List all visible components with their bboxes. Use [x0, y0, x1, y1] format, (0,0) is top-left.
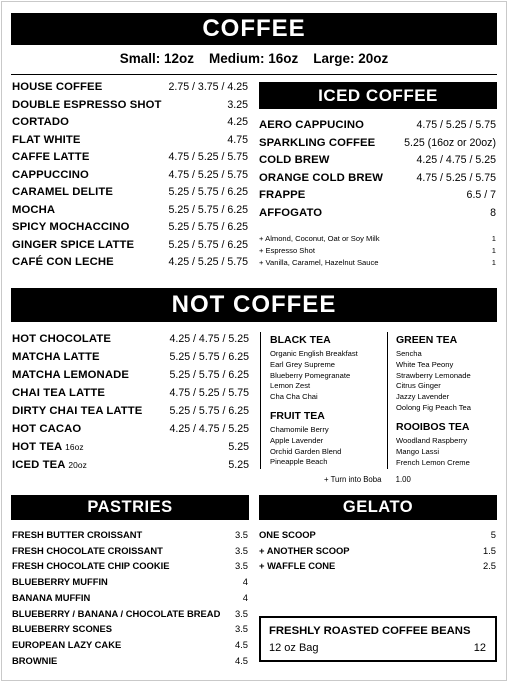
coffee-item-name: MOCHA — [12, 203, 56, 216]
tea-divider-left — [260, 332, 261, 469]
not-coffee-item — [12, 387, 249, 399]
not-coffee-item-price: 5.25 — [228, 441, 249, 453]
gelato-name: + ANOTHER SCOOP — [259, 544, 350, 556]
coffee-item-price: 2.75 / 3.75 / 4.25 — [168, 81, 248, 93]
iced-coffee-item-name: AERO CAPPUCINO — [259, 119, 364, 131]
tea-name: Organic English Breakfast — [270, 349, 358, 358]
iced-coffee-item-price: 5.25 (16oz or 20oz) — [404, 136, 496, 149]
coffee-item — [12, 116, 248, 128]
not-coffee-item-name: HOT CHOCOLATE — [12, 333, 111, 345]
iced-coffee-item — [259, 189, 496, 201]
not-coffee-item — [12, 333, 249, 345]
iced-addon-row — [259, 234, 496, 243]
tea-name: Mango Lassi — [396, 446, 440, 456]
coffee-item — [12, 221, 248, 233]
iced-coffee-item-price: 4.75 / 5.25 / 5.75 — [416, 171, 496, 184]
gelato-item — [259, 545, 496, 556]
not-coffee-item-price: 5.25 / 5.75 / 6.25 — [169, 405, 249, 417]
tea-name: Blueberry Pomegranate — [270, 370, 351, 380]
coffee-divider — [11, 74, 497, 75]
coffee-item-price: 3.25 — [227, 98, 248, 111]
tea-name: Pineapple Beach — [270, 457, 328, 467]
iced-coffee-item-name: ORANGE COLD BREW — [259, 171, 383, 184]
not-coffee-title-bar — [11, 288, 497, 322]
iced-coffee-item — [259, 172, 496, 184]
coffee-beans-title: FRESHLY ROASTED COFFEE BEANS — [269, 625, 471, 637]
not-coffee-item-name: HOT CACAO — [12, 423, 82, 435]
tea-name: Jazzy Lavender — [396, 392, 450, 402]
iced-coffee-item-name: COLD BREW — [259, 154, 330, 166]
coffee-item-price: 5.25 / 5.75 / 6.25 — [168, 238, 248, 251]
gelato-name: ONE SCOOP — [259, 529, 316, 540]
coffee-beans-size: 12 oz Bag — [269, 642, 319, 654]
coffee-item — [12, 81, 248, 93]
iced-coffee-item-price: 8 — [490, 206, 496, 219]
coffee-item-name: FLAT WHITE — [12, 133, 81, 146]
coffee-beans-row — [269, 642, 486, 654]
not-coffee-item-name: HOT TEA — [12, 441, 62, 453]
coffee-item-name: CORTADO — [12, 116, 69, 128]
iced-addon-row — [259, 258, 496, 267]
pastry-name: BROWNIE — [12, 654, 58, 666]
pastry-item — [12, 529, 248, 540]
pastry-item — [12, 560, 248, 571]
coffee-item — [12, 151, 248, 163]
coffee-item — [12, 99, 248, 111]
coffee-title-bar — [11, 13, 497, 45]
boba-label: + Turn into Boba — [324, 475, 382, 484]
coffee-item — [12, 204, 248, 216]
coffee-item — [12, 239, 248, 251]
green-tea-heading: GREEN TEA — [396, 334, 458, 346]
not-coffee-item-name: CHAI TEA LATTE — [12, 387, 106, 399]
not-coffee-item-price: 5.25 — [228, 459, 249, 471]
not-coffee-item-name: MATCHA LATTE — [12, 351, 100, 363]
tea-name: Apple Lavender — [270, 435, 324, 445]
black-tea-list — [270, 349, 358, 403]
iced-coffee-item — [259, 137, 496, 149]
pastry-item — [12, 592, 248, 603]
tea-name: Sencha — [396, 349, 422, 358]
coffee-item-name: CAFÉ CON LECHE — [12, 256, 114, 268]
rooibos-tea-list — [396, 436, 470, 468]
black-tea-heading: BLACK TEA — [270, 334, 331, 346]
coffee-item-price: 4.75 / 5.25 / 5.75 — [168, 168, 248, 181]
coffee-item — [12, 169, 248, 181]
fruit-tea-list — [270, 425, 341, 468]
tea-name: Woodland Raspberry — [396, 436, 468, 445]
coffee-item — [12, 186, 248, 198]
not-coffee-item — [12, 459, 249, 471]
gelato-price: 2.5 — [482, 560, 496, 572]
pastry-name: BLUEBERRY / BANANA / CHOCOLATE BREAD — [12, 607, 221, 619]
coffee-item-name: CARAMEL DELITE — [12, 186, 113, 198]
iced-coffee-item-price: 4.25 / 4.75 / 5.25 — [416, 154, 496, 166]
tea-name: Cha Cha Chai — [270, 392, 318, 402]
pastry-price: 3.5 — [234, 529, 248, 540]
pastry-name: FRESH CHOCOLATE CROISSANT — [12, 544, 163, 556]
coffee-item — [12, 256, 248, 268]
iced-coffee-item — [259, 207, 496, 219]
coffee-item-price: 5.25 / 5.75 / 6.25 — [168, 203, 248, 216]
iced-addon-price: 1 — [491, 258, 496, 267]
coffee-item-name: CAFFE LATTE — [12, 151, 90, 163]
gelato-item — [259, 560, 496, 571]
green-tea-list — [396, 349, 471, 414]
tea-name: Orchid Garden Blend — [270, 446, 342, 456]
iced-coffee-item-price: 4.75 / 5.25 / 5.75 — [416, 119, 496, 131]
coffee-beans-box — [259, 616, 497, 662]
tea-divider-middle — [387, 332, 388, 469]
not-coffee-item — [12, 405, 249, 417]
tea-name: Oolong Fig Peach Tea — [396, 402, 472, 412]
pastry-name: FRESH BUTTER CROISSANT — [12, 529, 143, 540]
not-coffee-item-name-wrap — [12, 459, 87, 471]
iced-coffee-item-price: 6.5 / 7 — [466, 189, 496, 201]
pastry-price: 4 — [242, 591, 248, 603]
iced-coffee-title-bar — [259, 82, 497, 109]
not-coffee-item-name: MATCHA LEMONADE — [12, 369, 129, 381]
coffee-item-name: SPICY MOCHACCINO — [12, 221, 130, 233]
not-coffee-item-name: ICED TEA — [12, 459, 66, 471]
pastry-item — [12, 608, 248, 619]
pastry-price: 3.5 — [234, 544, 248, 556]
pastry-item — [12, 545, 248, 556]
not-coffee-item-price: 4.25 / 4.75 / 5.25 — [169, 423, 249, 435]
pastry-name: BANANA MUFFIN — [12, 591, 91, 603]
not-coffee-item — [12, 351, 249, 363]
coffee-item-price: 5.25 / 5.75 / 6.25 — [168, 186, 248, 198]
iced-addon-name: + Espresso Shot — [259, 246, 315, 255]
pastry-price: 4.5 — [234, 654, 248, 666]
boba-addon — [324, 475, 411, 484]
tea-name: Strawberry Lemonade — [396, 370, 471, 380]
pastry-price: 3.5 — [234, 607, 248, 619]
tea-name: Citrus Ginger — [396, 381, 441, 391]
sizes-line: Small: 12oz Medium: 16oz Large: 20oz — [119, 51, 389, 66]
iced-coffee-item — [259, 154, 496, 166]
not-coffee-item-price: 5.25 / 5.75 / 6.25 — [169, 351, 249, 363]
boba-price: 1.00 — [395, 475, 411, 484]
coffee-item-name: DOUBLE ESPRESSO SHOT — [12, 98, 162, 111]
pastry-price: 3.5 — [234, 623, 248, 635]
iced-addon-row — [259, 246, 496, 255]
iced-coffee-item — [259, 119, 496, 131]
pastry-item — [12, 655, 248, 666]
iced-coffee-item-name: AFFOGATO — [259, 206, 323, 219]
coffee-item-name: CAPPUCCINO — [12, 168, 89, 181]
iced-addon-price: 1 — [491, 246, 496, 255]
coffee-item-price: 5.25 / 5.75 / 6.25 — [168, 221, 248, 233]
coffee-item-price: 4.25 / 5.25 / 5.75 — [168, 256, 248, 268]
iced-coffee-item-name: FRAPPE — [259, 189, 306, 201]
not-coffee-item-name: DIRTY CHAI TEA LATTE — [12, 405, 143, 417]
pastry-item — [12, 576, 248, 587]
iced-coffee-item-name: SPARKLING COFFEE — [259, 136, 376, 149]
tea-name: Lemon Zest — [270, 381, 311, 391]
coffee-item-price: 4.25 — [227, 116, 248, 128]
iced-addon-name: + Vanilla, Caramel, Hazelnut Sauce — [259, 258, 379, 267]
not-coffee-item-size: 16oz — [65, 442, 84, 452]
coffee-title: COFFEE — [202, 15, 306, 42]
not-coffee-item-name-wrap — [12, 441, 84, 453]
pastry-item — [12, 639, 248, 650]
pastry-name: BLUEBERRY SCONES — [12, 623, 113, 635]
gelato-title: GELATO — [342, 498, 414, 516]
tea-name: French Lemon Creme — [396, 457, 470, 467]
iced-addon-name: + Almond, Coconut, Oat or Soy Milk — [259, 234, 380, 243]
not-coffee-title: NOT COFFEE — [171, 291, 337, 318]
tea-name: Chamomile Berry — [270, 425, 329, 434]
not-coffee-item — [12, 423, 249, 435]
not-coffee-item-size: 20oz — [68, 460, 87, 470]
pastries-title-bar — [11, 495, 249, 520]
gelato-name: + WAFFLE CONE — [259, 560, 336, 572]
gelato-item — [259, 529, 496, 540]
pastry-price: 4.5 — [234, 638, 248, 650]
gelato-price: 1.5 — [482, 544, 496, 556]
not-coffee-item-price: 5.25 / 5.75 / 6.25 — [169, 369, 249, 381]
not-coffee-item-price: 4.75 / 5.25 / 5.75 — [169, 387, 249, 399]
pastry-name: FRESH CHOCOLATE CHIP COOKIE — [12, 560, 170, 572]
not-coffee-item — [12, 441, 249, 453]
pastry-name: BLUEBERRY MUFFIN — [12, 576, 108, 588]
coffee-item — [12, 134, 248, 146]
coffee-beans-price: 12 — [473, 642, 486, 654]
coffee-item-price: 4.75 — [227, 133, 248, 146]
gelato-price: 5 — [490, 529, 496, 540]
gelato-title-bar — [259, 495, 497, 520]
tea-name: White Tea Peony — [396, 359, 454, 369]
coffee-item-name: HOUSE COFFEE — [12, 81, 103, 93]
not-coffee-item — [12, 369, 249, 381]
pastries-title: PASTRIES — [87, 498, 173, 516]
pastry-name: EUROPEAN LAZY CAKE — [12, 638, 122, 650]
iced-coffee-title: ICED COFFEE — [318, 86, 438, 105]
iced-addon-price: 1 — [491, 234, 496, 243]
rooibos-tea-heading: ROOIBOS TEA — [396, 421, 470, 433]
tea-name: Earl Grey Supreme — [270, 359, 335, 369]
fruit-tea-heading: FRUIT TEA — [270, 410, 325, 422]
pastry-price: 4 — [242, 576, 248, 588]
not-coffee-item-price: 4.25 / 4.75 / 5.25 — [169, 333, 249, 345]
pastry-price: 3.5 — [234, 560, 248, 572]
coffee-item-name: GINGER SPICE LATTE — [12, 238, 135, 251]
pastry-item — [12, 623, 248, 634]
coffee-item-price: 4.75 / 5.25 / 5.75 — [168, 151, 248, 163]
